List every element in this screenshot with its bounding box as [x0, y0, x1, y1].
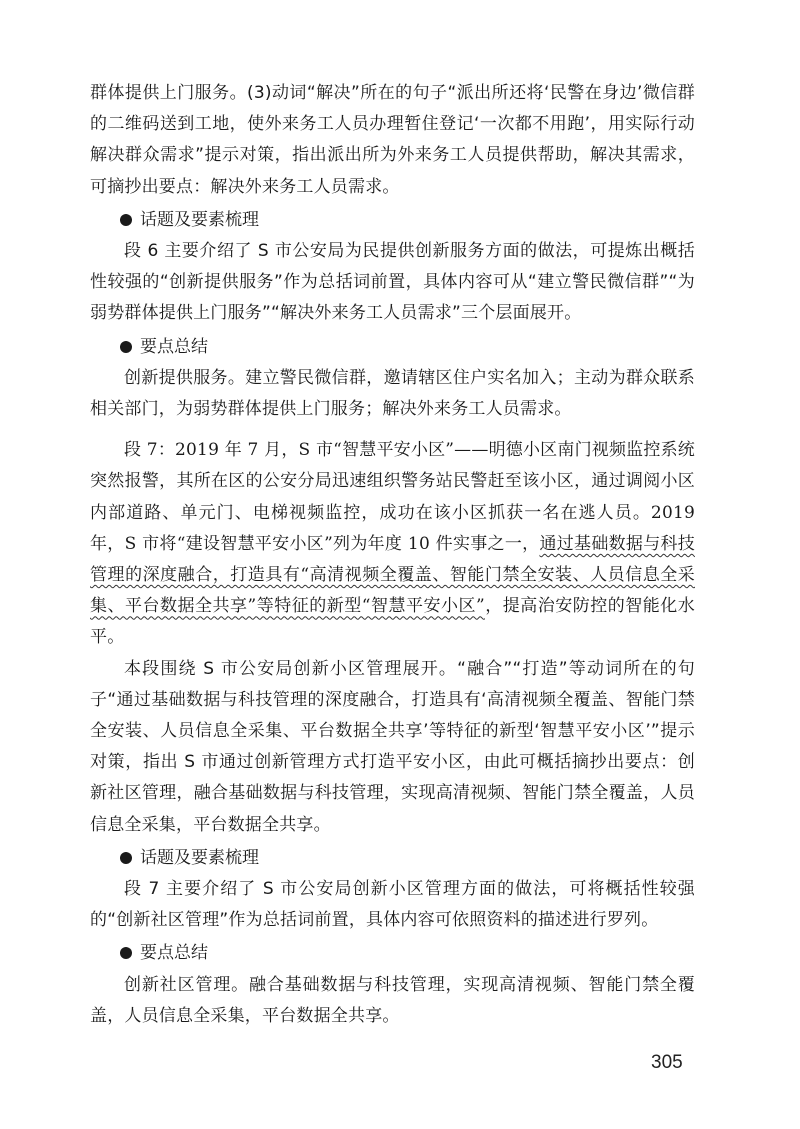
heading-text: 话题及要素梳理	[140, 847, 259, 868]
section-heading-summary-7	[90, 938, 695, 969]
topics-paragraph-6: 段 6 主要介绍了 S 市公安局为民提供创新服务方面的做法，可提炼出概括性较强的“创新提供服务”作为总括词前置，具体内容可从“建立警民微信群”“为弱势群体提供上门服务”“解决外来务工人员需求”三个层面展开。	[90, 241, 695, 324]
heading-text: 话题及要素梳理	[140, 209, 259, 230]
page-content	[90, 78, 695, 1032]
page-number: 305	[651, 1052, 683, 1073]
bullet-dot-icon	[120, 947, 132, 959]
section-heading-topics-7	[90, 843, 695, 874]
bullet-dot-icon	[120, 341, 132, 353]
source-text-underlined: 通过基础数据与科技管理的深度融合，打造具有“高清视频全覆盖、智能门禁全安装、人员信息全采集、平台数据全共享”等特征的新型“智慧平安小区”	[90, 533, 695, 617]
summary-paragraph-7: 创新社区管理。融合基础数据与科技管理，实现高清视频、智能门禁全覆盖，人员信息全采集，平台数据全共享。	[90, 974, 695, 1026]
analysis-paragraph-continued: 群体提供上门服务。(3)动词“解决”所在的句子“派出所还将‘民警在身边’微信群的二维码送到工地，使外来务工人员办理暂住登记‘一次都不用跑’，用实际行动解决群众需求”提示对策，指出派出所为外来务工人员提供帮助，解决其需求，可摘抄出要点：解决外来务工人员需求。	[90, 83, 695, 197]
heading-text: 要点总结	[140, 336, 208, 357]
source-material-paragraph-7	[90, 435, 695, 653]
section-heading-topics	[90, 205, 695, 236]
bullet-dot-icon	[120, 214, 132, 226]
heading-text: 要点总结	[140, 943, 208, 964]
topics-paragraph-7: 段 7 主要介绍了 S 市公安局创新小区管理方面的做法，可将概括性较强的“创新社区管理”作为总括词前置，具体内容可依照资料的描述进行罗列。	[90, 879, 695, 931]
section-heading-summary	[90, 332, 695, 363]
bullet-dot-icon	[120, 852, 132, 864]
summary-paragraph-6: 创新提供服务。建立警民微信群，邀请辖区住户实名加入；主动为群众联系相关部门，为弱势群体提供上门服务；解决外来务工人员需求。	[90, 367, 695, 420]
source-text-a: 段 7：2019 年 7 月，S 市“智慧平安小区”——明德小区南门视频监控系统突然报警，其所在区的公安分局迅速组织警务站民警赶至该小区，通过调阅小区内部道路、单元门、电梯视频监控，成功在该小区抓获一名在逃人员。2019 年，S 市将“建设智慧平安小区”列为年度 10 件实事之一，	[90, 440, 695, 554]
analysis-paragraph-7: 本段围绕 S 市公安局创新小区管理展开。“融合”“打造”等动词所在的句子“通过基础数据与科技管理的深度融合，打造具有‘高清视频全覆盖、智能门禁全安装、人员信息全采集、平台数据全共享’等特征的新型‘智慧平安小区’”提示对策，指出 S 市通过创新管理方式打造平安小区，由此可概括摘抄出要点：创新社区管理，融合基础数据与科技管理，实现高清视频、智能门禁全覆盖，人员信息全采集，平台数据全共享。	[90, 658, 695, 835]
source-text-b: ，提高治安防控的智能化水平。	[90, 596, 695, 648]
